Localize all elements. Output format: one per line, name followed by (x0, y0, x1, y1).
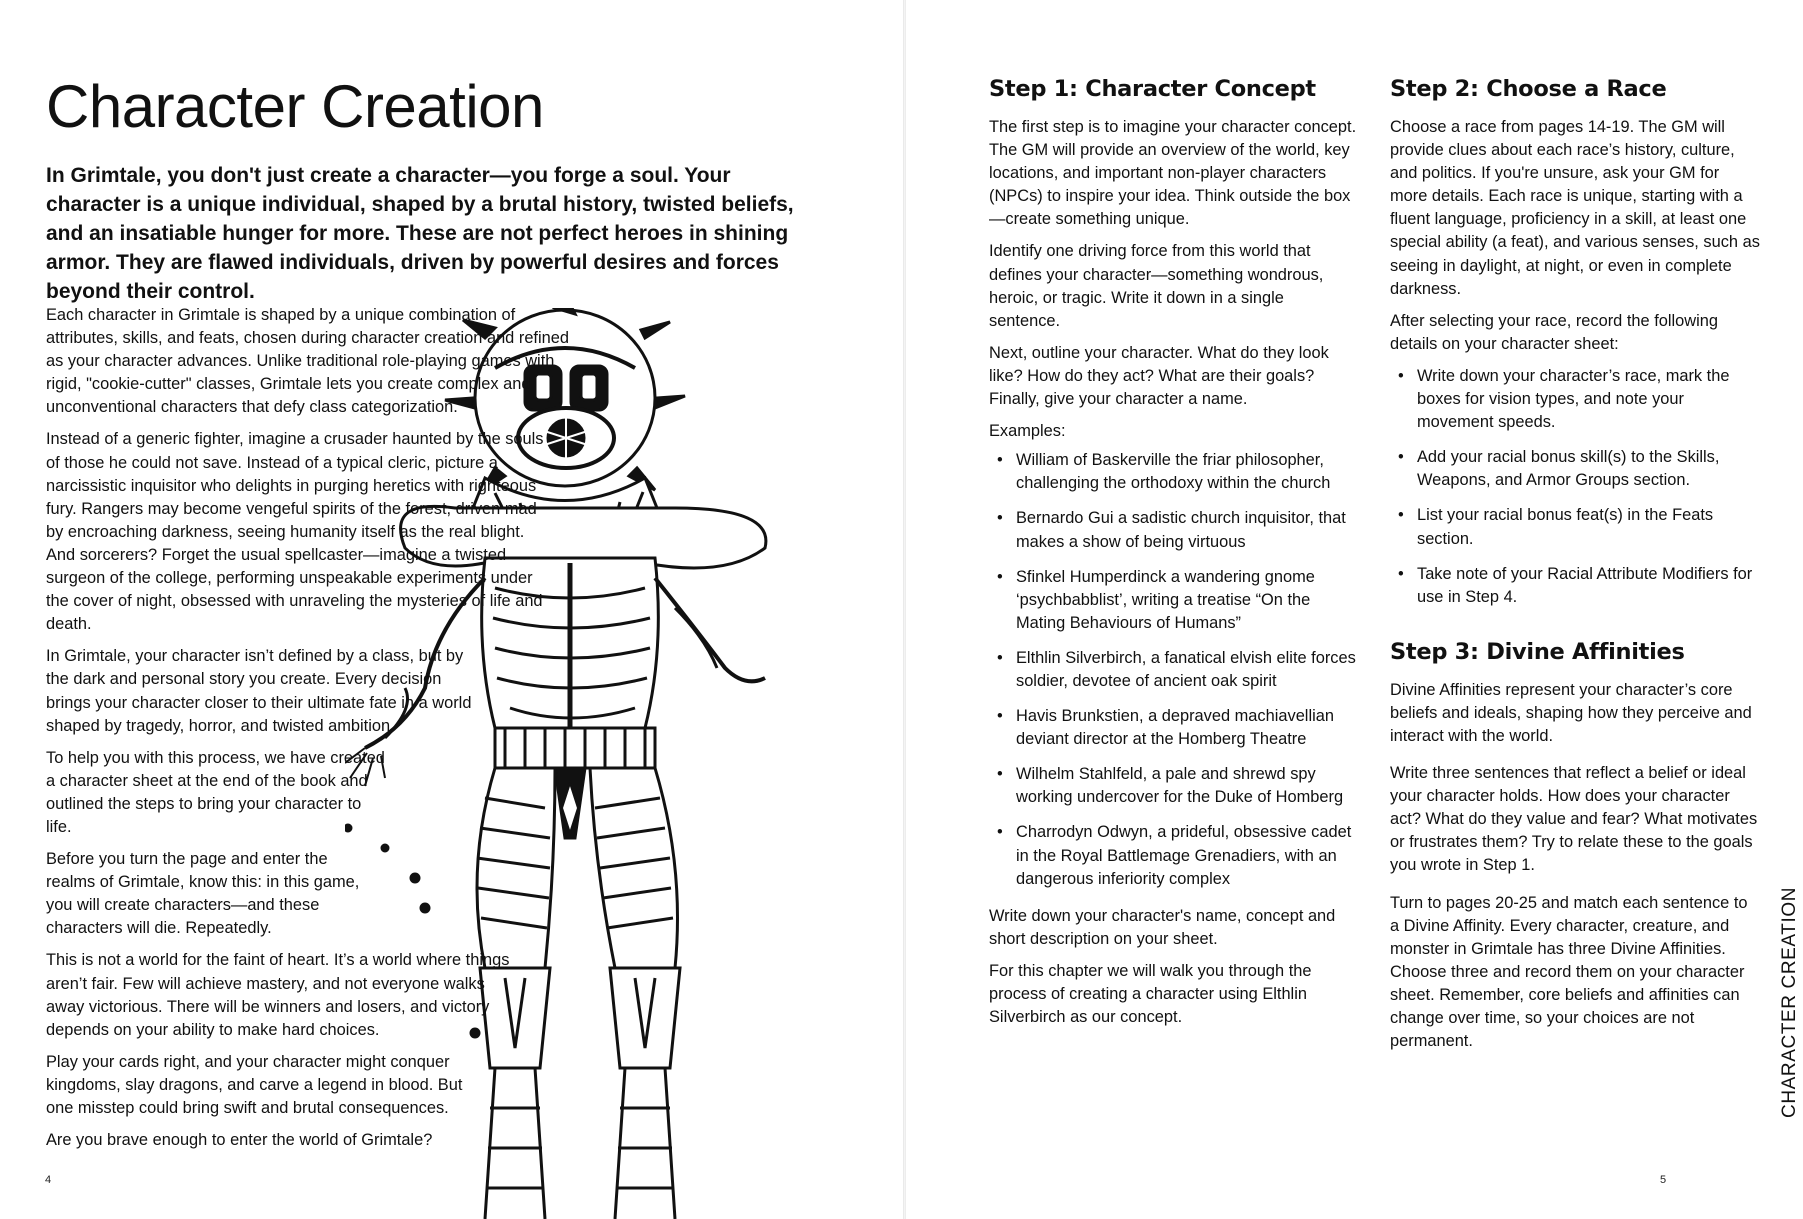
page-number-left: 4 (45, 1174, 52, 1186)
list-item: • Sfinkel Humperdinck a wandering gnome ‘psychbabblist’, writing a treatise “On the Mating Behaviours of Humans” (989, 566, 1359, 635)
body-paragraph: In Grimtale, your character isn’t defined by a class, but by the dark and personal story you create. Every decision brings your character closer to their ultimate fate in a world shaped by tragedy, horror, and twisted ambition. (46, 647, 472, 735)
list-item: • William of Baskerville the friar philosopher, challenging the orthodoxy within the church (989, 449, 1359, 495)
step2-heading: Step 2: Choose a Race (1390, 76, 1667, 102)
step1-heading: Step 1: Character Concept (989, 76, 1316, 102)
list-item: • Take note of your Racial Attribute Modifiers for use in Step 4. (1390, 563, 1760, 609)
step1-paragraph: For this chapter we will walk you through the process of creating a character using Elthlin Silverbirch as our concept. (989, 961, 1312, 1027)
step1-column (989, 74, 1359, 1038)
list-item: • Add your racial bonus skill(s) to the Skills, Weapons, and Armor Groups section. (1390, 446, 1760, 492)
step1-paragraph: The first step is to imagine your character concept. The GM will provide an overview of the world, key locations, and important non-player characters (NPCs) to inspire your idea. Think outside the box—create something unique. (989, 118, 1357, 229)
page-title: Character Creation (46, 73, 544, 140)
list-item: • Elthlin Silverbirch, a fanatical elvish elite forces soldier, devotee of ancient oak spirit (989, 647, 1359, 693)
page-number-right: 5 (1660, 1174, 1667, 1186)
body-paragraph: Are you brave enough to enter the world of Grimtale? (46, 1131, 433, 1150)
list-item: • Havis Brunkstien, a depraved machiavellian deviant director at the Homberg Theatre (989, 705, 1359, 751)
list-item: • List your racial bonus feat(s) in the Feats section. (1390, 504, 1760, 550)
right-page (906, 0, 1803, 1219)
examples-label: Examples: (989, 422, 1066, 441)
chapter-side-tab: CHARACTER CREATION (1779, 886, 1800, 1118)
list-item: • Write down your character’s race, mark the boxes for vision types, and note your movement speeds. (1390, 365, 1760, 434)
intro-paragraph: In Grimtale, you don't just create a character—you forge a soul. Your character is a unique individual, shaped by a brutal history, twisted beliefs, and an insatiable hunger for more. These are not perfect heroes in shining armor. They are flawed individuals, driven by powerful desires and forces beyond their control. (46, 164, 794, 303)
list-item: • Charrodyn Odwyn, a prideful, obsessive cadet in the Royal Battlemage Grenadiers, with an dangerous inferiority complex (989, 821, 1359, 890)
step1-paragraph: Identify one driving force from this world that defines your character—something wondrous, heroic, or tragic. Write it down in a single sentence. (989, 242, 1324, 330)
body-paragraph: Each character in Grimtale is shaped by a unique combination of attributes, skills, and feats, chosen during character creation and refined as your character advances. Unlike traditional role-playing games with rigid, "cookie-cutter" classes, Grimtale lets you create complex and unconventional characters that defy class categorization. (46, 306, 569, 417)
step2-paragraph: After selecting your race, record the following details on your character sheet: (1390, 311, 1718, 353)
step3-heading: Step 3: Divine Affinities (1390, 638, 1685, 665)
step1-paragraph: Next, outline your character. What do they look like? How do they act? What are their goals? Finally, give your character a name. (989, 343, 1329, 409)
step2-column (1390, 74, 1760, 1062)
left-body-text (46, 304, 606, 1161)
step3-paragraph: Divine Affinities represent your character’s core beliefs and ideals, shaping how they perceive and interact with the world. (1390, 680, 1752, 745)
list-item: • Wilhelm Stahlfeld, a pale and shrewd spy working undercover for the Duke of Homberg (989, 763, 1359, 809)
race-steps-list (1390, 365, 1760, 609)
body-paragraph: Before you turn the page and enter the realms of Grimtale, know this: in this game, you will create characters—and these characters will die. Repeatedly. (46, 850, 360, 938)
body-paragraph: Play your cards right, and your character might conquer kingdoms, slay dragons, and carve a legend in blood. But one misstep could bring swift and brutal consequences. (46, 1052, 463, 1117)
body-paragraph: Instead of a generic fighter, imagine a crusader haunted by the souls of those he could not save. Instead of a typical cleric, picture a narcissistic inquisitor who delights in purging heretics with righteous fury. Rangers may become vengeful spirits of the forest, driven mad by encroaching darkness, seeing humanity itself as the real blight. And sorcerers? Forget the usual spellcaster—imagine a twisted surgeon of the college, performing unspeakable experiments under the cover of night, obsessed with unraveling the mysteries of life and death. (46, 430, 544, 634)
examples-list (989, 449, 1359, 891)
list-item: • Bernardo Gui a sadistic church inquisitor, that makes a show of being virtuous (989, 507, 1359, 553)
step2-paragraph: Choose a race from pages 14-19. The GM will provide clues about each race’s history, culture, and politics. If you're unsure, ask your GM for more details. Each race is unique, starting with a fluent language, proficiency in a skill, at least one special ability (a feat), and various senses, such as seeing in daylight, at night, or even in complete darkness. (1390, 118, 1760, 298)
step1-paragraph: Write down your character's name, concept and short description on your sheet. (989, 906, 1336, 948)
body-paragraph: This is not a world for the faint of heart. It’s a world where things aren’t fair. Few will achieve mastery, and not everyone walks away victorious. There will be winners and losers, and victory depends on your ability to make hard choices. (46, 951, 510, 1039)
step3-paragraph: Turn to pages 20-25 and match each sentence to a Divine Affinity. Every character, creature, and monster in Grimtale has three Divine Affinities. Choose three and record them on your character sheet. Remember, core beliefs and affinities can change over time, so your choices are not permanent. (1390, 893, 1748, 1051)
body-paragraph: To help you with this process, we have created a character sheet at the end of the book and outlined the steps to bring your character to life. (46, 748, 385, 836)
step3-paragraph: Write three sentences that reflect a belief or ideal your character holds. How does your character act? What do they value and fear? What motivates or frustrates them? Try to relate these to the goals you wrote in Step 1. (1390, 764, 1758, 875)
